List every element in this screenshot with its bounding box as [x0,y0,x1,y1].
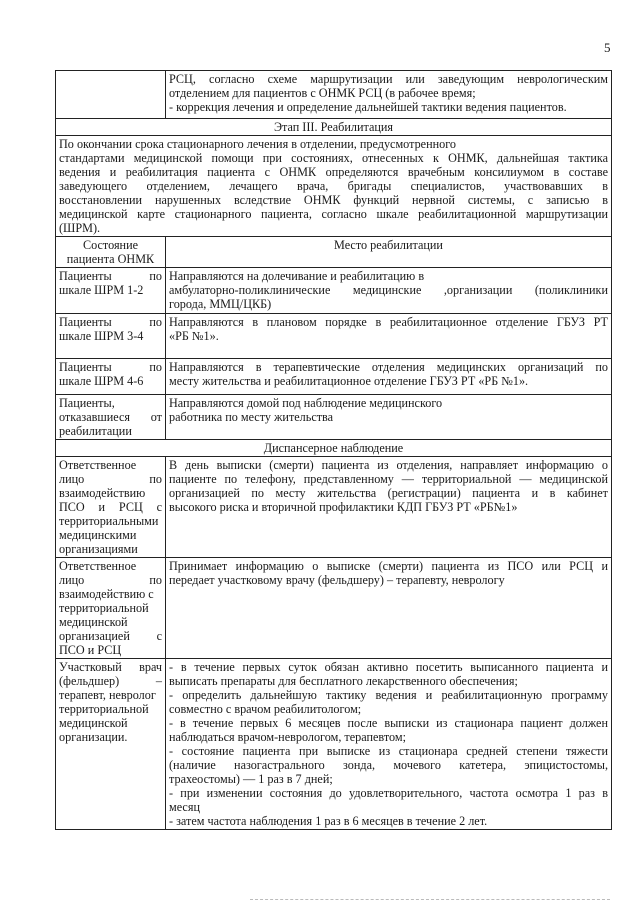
rehab-row [56,395,612,440]
text-line: ПСО и РСЦ с [59,500,162,514]
text-line: - состояние пациента при выписке из стационара средней степени тяжести [169,744,608,758]
text-line: - при изменении состояния до удовлетворительного, частота осмотра 1 раз в [169,786,608,800]
stage3-title-row [56,119,612,136]
dispensary-role [56,558,166,659]
dispensary-duties [166,659,612,830]
text-line: восстановлении нарушенных вследствие ОНМК функций нервной системы, с записью в [59,193,608,207]
scan-bottom-rule [250,899,610,900]
text-line: медицинской [59,615,128,629]
text-line: ведения и реабилитация пациента с ОНМК определяются врачебным консилиумом в составе [59,165,608,179]
text-line: высокого риска и вторичной профилактики КДП ГБУЗ РТ «РБ№1» [169,500,518,514]
text-line: По окончании срока стационарного лечения в отделении, предусмотренного [59,137,457,151]
text-line: отделением для пациентов с ОНМК РСЦ (в рабочее время; [169,86,476,100]
rehab-row [56,359,612,395]
text-line: Пациенты по [59,269,162,283]
text-line: организацией по месту жительства (регистрации) пациента и в кабинет [169,486,608,500]
rehab-row [56,268,612,314]
text-line: взаимодействию с [59,587,154,601]
text-line: Ответственное [59,559,137,573]
text-line: города, ММЦ/ЦКБ) [169,297,272,311]
text-line: лицо по [59,573,162,587]
rehab-place [166,314,612,359]
text-line: шкале ШРМ 3-4 [59,329,144,343]
text-line: «РБ №1». [169,329,219,343]
rehab-condition [56,359,166,395]
text-line: Направляются в терапевтические отделения медицинских организаций по [169,360,608,374]
text-line: Пациенты, [59,396,115,410]
intro-text-cell [166,71,612,119]
text-line: территориальными [59,514,159,528]
text-line: терапевт, невролог [59,688,156,702]
text-line: территориальной [59,601,149,615]
text-line: реабилитации [59,424,132,438]
text-line: - в течение первых суток обязан активно посетить выписанного пациента и [169,660,608,674]
text-line: организацией с [59,629,162,643]
intro-empty-cell [56,71,166,119]
dispensary-role [56,457,166,558]
text-line: Ответственное [59,458,137,472]
text-line: - определить дальнейшую тактику ведения и реабилитационную программу [169,688,608,702]
text-line: взаимодействию [59,486,146,500]
text-line: (фельдшер) – [59,674,162,688]
text-line: работника по месту жительства [169,410,334,424]
rehab-place [166,359,612,395]
text-line: организации. [59,730,128,744]
text-line: РСЦ, согласно схеме маршрутизации или заведующим неврологическим [169,72,608,86]
rehab-place [166,268,612,314]
dispensary-row [56,659,612,830]
text-line: ПСО и РСЦ [59,643,122,657]
text-line: - в течение первых 6 месяцев после выписки из стационара пациент должен [169,716,608,730]
text-line: амбулаторно-поликлинические медицинские ,организации (поликлиники [169,283,608,297]
text-line: месяц [169,800,200,814]
text-line: Участковый врач [59,660,162,674]
text-line: лицо по [59,472,162,486]
rehab-header-row [56,237,612,268]
text-line: пациенте по телефону, представленному — территориальной — медицинской [169,472,608,486]
page-number: 5 [604,40,611,55]
text-line: шкале ШРМ 1-2 [59,283,144,297]
text-line: (ШРМ). [59,221,101,235]
text-line: наблюдаться врачом-неврологом, терапевтом; [169,730,407,744]
routing-table [55,70,612,830]
rehab-condition [56,395,166,440]
text-line: (наличие назогастрального зонда, мочевого катетера, эпицистостомы, [169,758,608,772]
dispensary-role [56,659,166,830]
intro-row [56,71,612,119]
text-line: медицинской [59,716,128,730]
header-place: Место реабилитации [166,237,612,268]
text-line: Направляются домой под наблюдение медицинского [169,396,443,410]
text-line: медицинской карте стационарного пациента, согласно шкале реабилитационной маршрутизации [59,207,608,221]
rehab-condition [56,268,166,314]
text-line: отказавшиеся от [59,410,162,424]
stage3-paragraph-row [56,136,612,237]
rehab-condition [56,314,166,359]
text-line: совместно с врачом реабилитологом; [169,702,362,716]
text-line: пациента ОНМК [66,252,155,266]
dispensary-title-row [56,440,612,457]
text-line: Пациенты по [59,315,162,329]
text-line: медицинскими [59,528,137,542]
text-line: стандартами медицинской помощи при состояниях, отнесенных к ОНМК, дальнейшая тактика [59,151,608,165]
text-line: шкале ШРМ 4-6 [59,374,144,388]
text-line: Пациенты по [59,360,162,374]
rehab-place [166,395,612,440]
text-line: - затем частота наблюдения 1 раз в 6 месяцев в течение 2 лет. [169,814,488,828]
stage3-paragraph [56,136,612,237]
text-line: Принимает информацию о выписке (смерти) пациента из ПСО или РСЦ и [169,559,608,573]
text-line: выписать препараты для бесплатного лекарственного обеспечения; [169,674,518,688]
dispensary-duties [166,558,612,659]
dispensary-duties [166,457,612,558]
header-condition [56,237,166,268]
text-line: организациями [59,542,138,556]
text-line: Направляются в плановом порядке в реабилитационное отделение ГБУЗ РТ [169,315,608,329]
text-line: трахеостомы) — 1 раз в 7 дней; [169,772,333,786]
text-line: Направляются на долечивание и реабилитацию в [169,269,425,283]
dispensary-row [56,558,612,659]
text-line: В день выписки (смерти) пациента из отделения, направляет информацию о [169,458,608,472]
dispensary-title: Диспансерное наблюдение [56,440,612,457]
text-line: месту жительства и реабилитационное отделение ГБУЗ РТ «РБ №1». [169,374,529,388]
stage3-title: Этап III. Реабилитация [56,119,612,136]
text-line: Состояние [82,238,139,252]
rehab-row [56,314,612,359]
dispensary-row [56,457,612,558]
text-line: передает участковому врачу (фельдшеру) – терапевту, неврологу [169,573,505,587]
text-line: - коррекция лечения и определение дальнейшей тактики ведения пациентов. [169,100,567,114]
text-line: заведующего отделением, лечащего врача, бригады специалистов, участвовавших в [59,179,608,193]
text-line: территориальной [59,702,149,716]
